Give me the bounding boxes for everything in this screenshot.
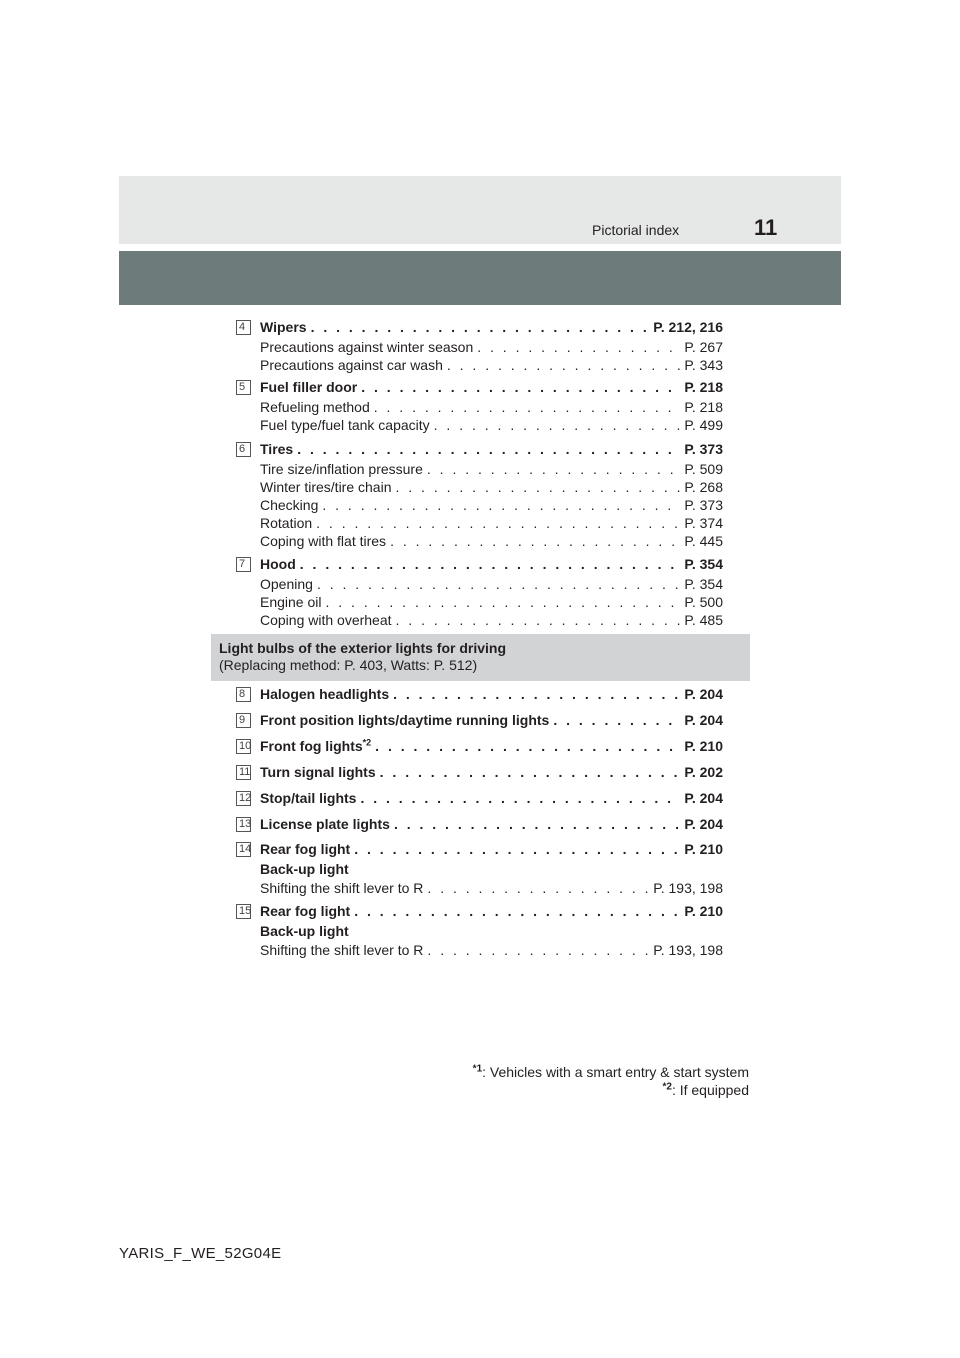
entry-main-line[interactable]: Rear fog light . . . P. 210 — [260, 903, 723, 923]
header-bar — [119, 176, 841, 244]
entry-main-line[interactable]: Hood . . . P. 354 — [260, 556, 723, 576]
entry-main-line[interactable]: Fuel filler door . . . P. 218 — [260, 379, 723, 399]
entry-main-line[interactable]: Tires . . . P. 373 — [260, 441, 723, 461]
entry-number-badge: 8 — [236, 687, 251, 702]
section-title: Light bulbs of the exterior lights for driving — [219, 640, 506, 656]
entry-sub-line[interactable]: Refueling method . . . P. 218 — [260, 399, 723, 417]
entry-main-line[interactable]: Wipers . . . P. 212, 216 — [260, 319, 723, 339]
index-entry-front-fog-lights — [236, 738, 724, 758]
entry-sub-line[interactable]: Coping with flat tires . . . P. 445 — [260, 533, 723, 551]
entry-sub-line[interactable]: Shifting the shift lever to R . . . P. 193, 198 — [260, 880, 723, 898]
entry-number-badge: 15 — [236, 904, 251, 919]
entry-number-badge: 5 — [236, 380, 251, 395]
entry-sub-line[interactable]: Engine oil . . . P. 500 — [260, 594, 723, 612]
entry-main-line[interactable]: License plate lights . . . P. 204 — [260, 816, 723, 836]
footnote-mark: *2 — [362, 738, 372, 748]
entry-number-badge: 10 — [236, 739, 251, 754]
entry-sub-line[interactable]: Tire size/inflation pressure . . . P. 509 — [260, 461, 723, 479]
header-title: Pictorial index — [592, 222, 680, 238]
index-entry-stop-tail-lights — [236, 790, 724, 810]
entry-main-line[interactable]: Front fog lights$^{*2}$ . . . P. 210 — [260, 738, 723, 758]
header-band — [119, 251, 841, 305]
entry-sub-line[interactable]: Opening . . . P. 354 — [260, 576, 723, 594]
entry-number-badge: 13 — [236, 817, 251, 832]
document-code: YARIS_F_WE_52G04E — [119, 1245, 282, 1262]
entry-main-line[interactable]: Turn signal lights . . . P. 202 — [260, 764, 723, 784]
index-entry-fuel-filler-door — [236, 379, 724, 435]
entry-sub-line[interactable]: Precautions against car wash . . . P. 343 — [260, 357, 723, 375]
entry-number-badge: 12 — [236, 791, 251, 806]
entry-sub-line[interactable]: Shifting the shift lever to R . . . P. 193, 198 — [260, 942, 723, 960]
section-header — [211, 634, 750, 681]
footnote-1: $^{*1}$: Vehicles with a smart entry & start system — [472, 1063, 749, 1080]
entry-extra-label: Back-up light — [260, 923, 349, 939]
entry-sub-line[interactable]: Fuel type/fuel tank capacity . . . P. 499 — [260, 417, 723, 435]
entry-number-badge: 14 — [236, 842, 251, 857]
entry-number-badge: 4 — [236, 320, 251, 335]
entry-sub-line[interactable]: Coping with overheat . . . P. 485 — [260, 612, 723, 630]
entry-number-badge: 9 — [236, 713, 251, 728]
index-entry-wipers — [236, 319, 724, 375]
entry-sub-line[interactable]: Winter tires/tire chain . . . P. 268 — [260, 479, 723, 497]
index-entry-license-plate-lights — [236, 816, 724, 836]
entry-main-line[interactable]: Stop/tail lights . . . P. 204 — [260, 790, 723, 810]
index-entry-front-position-lights — [236, 712, 724, 732]
section-subtitle: (Replacing method: P. 403, Watts: P. 512) — [219, 657, 478, 673]
index-entry-turn-signal-lights — [236, 764, 724, 784]
index-entry-rear-fog-light — [236, 841, 724, 898]
entry-sub-line[interactable]: Checking . . . P. 373 — [260, 497, 723, 515]
entry-extra-label: Back-up light — [260, 861, 349, 877]
entry-main-line[interactable]: Rear fog light . . . P. 210 — [260, 841, 723, 861]
entry-sub-line[interactable]: Precautions against winter season . . . P. 267 — [260, 339, 723, 357]
entry-main-line[interactable]: Halogen headlights . . . P. 204 — [260, 686, 723, 706]
entry-number-badge: 11 — [236, 765, 251, 780]
index-entry-tires — [236, 441, 724, 551]
index-entry-hood — [236, 556, 724, 630]
entry-main-line[interactable]: Front position lights/daytime running lights . . . P. 204 — [260, 712, 723, 732]
entry-sub-line[interactable]: Rotation . . . P. 374 — [260, 515, 723, 533]
footnote-2: $^{*2}$: If equipped — [662, 1081, 749, 1098]
entry-number-badge: 7 — [236, 557, 251, 572]
entry-number-badge: 6 — [236, 442, 251, 457]
index-entry-rear-fog-light-2 — [236, 903, 724, 960]
page-number: 11 — [754, 215, 778, 240]
index-entry-halogen-headlights — [236, 686, 724, 706]
